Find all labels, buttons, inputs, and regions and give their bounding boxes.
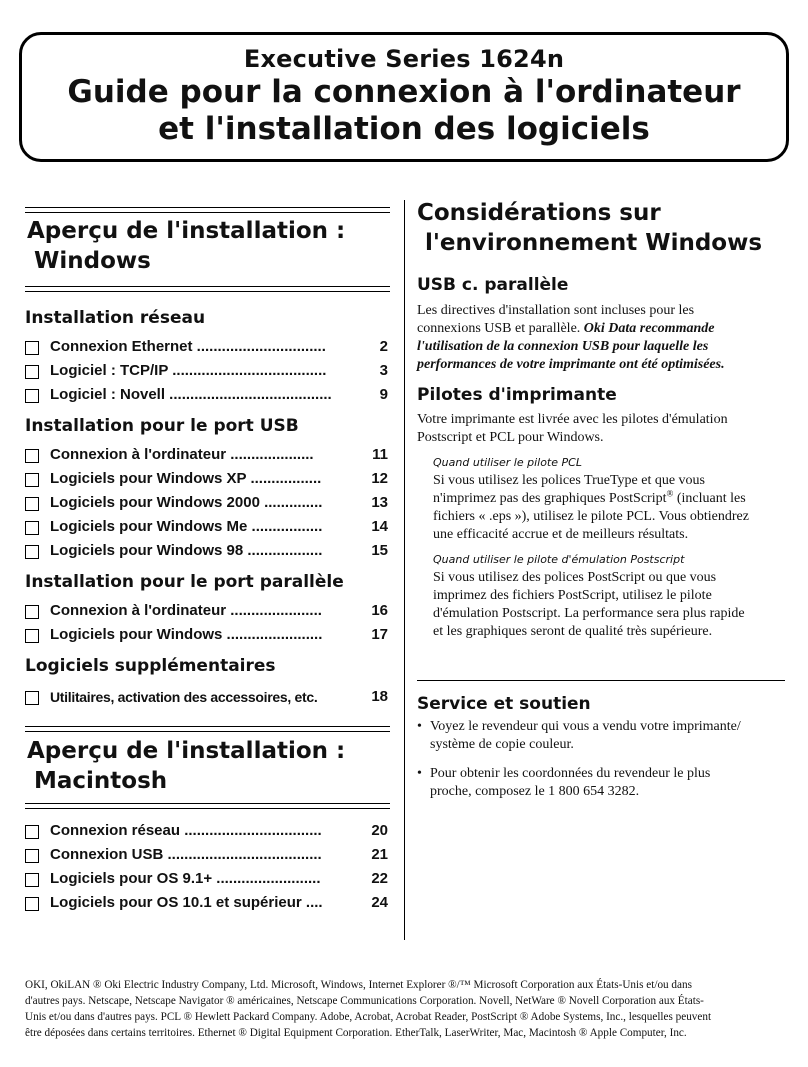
service-bullet-1: • Voyez le revendeur qui vous a vendu votre imprimante/ système de copie couleur. <box>417 719 741 752</box>
windows-considerations-title: Considérations sur l'environnement Windows <box>417 200 763 256</box>
postscript-driver-heading: Quand utiliser le pilote d'émulation Postscript <box>433 553 685 566</box>
pcl-driver-heading: Quand utiliser le pilote PCL <box>433 456 582 469</box>
printer-drivers-text: Votre imprimante est livrée avec les pilotes d'émulation Postscript et PCL pour Windows. <box>417 412 728 445</box>
network-heading: Installation réseau <box>25 308 206 328</box>
column-divider <box>404 200 405 940</box>
checkbox[interactable] <box>25 849 39 863</box>
checkbox[interactable] <box>25 629 39 643</box>
checkbox[interactable] <box>25 497 39 511</box>
checkbox[interactable] <box>25 521 39 535</box>
usb-vs-parallel-text: Les directives d'installation sont incluses pour les connexions USB et parallèle. Oki Data recommande l'utilisation de la connexion USB pour laquelle les performances de votre imprimante ont été optimisées. <box>417 303 725 372</box>
checkbox[interactable] <box>25 473 39 487</box>
windows-section-rule <box>25 207 390 213</box>
toc-item-win98[interactable]: Logiciels pour Windows 98 .................. 15 <box>25 540 388 562</box>
extra-software-heading: Logiciels supplémentaires <box>25 656 276 676</box>
service-bullet-2: • Pour obtenir les coordonnées du revendeur le plus proche, composez le 1 800 654 3282. <box>417 766 711 799</box>
postscript-driver-text: Si vous utilisez des polices PostScript ou que vous imprimez des fichiers PostScript, utilisez le pilote d'émulation Postscript. La performance sera plus rapide et les graphiques seront de qualité très supérieure. <box>433 570 745 639</box>
toc-item-parallel-windows[interactable]: Logiciels pour Windows ....................... 17 <box>25 624 388 646</box>
mac-section-rule-bottom <box>25 803 390 809</box>
checkbox[interactable] <box>25 691 39 705</box>
toc-item-winme[interactable]: Logiciels pour Windows Me ................. 14 <box>25 516 388 538</box>
toc-item-tcpip[interactable]: Logiciel : TCP/IP ..................................... 3 <box>25 360 388 382</box>
windows-overview-title: Aperçu de l'installation : Windows <box>27 218 346 274</box>
toc-item-mac-os9[interactable]: Logiciels pour OS 9.1+ ......................... 22 <box>25 868 388 890</box>
toc-item-winxp[interactable]: Logiciels pour Windows XP ................. 12 <box>25 468 388 490</box>
usb-heading: Installation pour le port USB <box>25 416 299 436</box>
toc-item-ethernet[interactable]: Connexion Ethernet ............................... 2 <box>25 336 388 358</box>
checkbox[interactable] <box>25 389 39 403</box>
parallel-heading: Installation pour le port parallèle <box>25 572 344 592</box>
toc-item-mac-network[interactable]: Connexion réseau ................................. 20 <box>25 820 388 842</box>
product-name: Executive Series 1624n <box>243 45 565 73</box>
toc-item-novell[interactable]: Logiciel : Novell ....................................... 9 <box>25 384 388 406</box>
checkbox[interactable] <box>25 449 39 463</box>
checkbox[interactable] <box>25 825 39 839</box>
checkbox[interactable] <box>25 873 39 887</box>
printer-drivers-heading: Pilotes d'imprimante <box>417 385 617 405</box>
trademark-footer: OKI, OkiLAN ® Oki Electric Industry Company, Ltd. Microsoft, Windows, Internet Explorer ®/™ Microsoft Corporation aux États-Unis et/ou dans d'autres pays. Netscape, Netscape Navigator ® américaines, Netscape Communications Corporation. Novell, NetWare ® Novell Corporation aux États- Unis et/ou dans d'autres pays. PCL ® Hewlett Packard Company. Adobe, Acrobat, Acrobat Reader, PostScript ® Adobe Systems, Inc., lesquelles peuvent être déposées dans certains territoires. Ethernet ® Digital Equipment Corporation. EtherTalk, LaserWriter, Mac, Macintosh ® Apple Computer, Inc. <box>25 979 712 1039</box>
toc-item-usb-connection[interactable]: Connexion à l'ordinateur .................... 11 <box>25 444 388 466</box>
service-rule <box>417 680 785 681</box>
toc-item-mac-os10[interactable]: Logiciels pour OS 10.1 et supérieur .... 24 <box>25 892 388 914</box>
toc-item-utilities[interactable]: Utilitaires, activation des accessoires, etc. 18 <box>25 686 388 708</box>
checkbox[interactable] <box>25 897 39 911</box>
checkbox[interactable] <box>25 545 39 559</box>
mac-overview-title: Aperçu de l'installation : Macintosh <box>27 738 346 794</box>
guide-title-line2: et l'installation des logiciels <box>158 111 650 147</box>
checkbox[interactable] <box>25 365 39 379</box>
pcl-driver-text: Si vous utilisez les polices TrueType et que vous n'imprimez pas des graphiques PostScript® (incluant les fichiers « .eps »), utilisez le pilote PCL. Vous obtiendrez une efficacité accrue et de meilleurs résultats. <box>433 473 749 542</box>
windows-section-rule-bottom <box>25 286 390 292</box>
usb-vs-parallel-heading: USB c. parallèle <box>417 275 569 295</box>
checkbox[interactable] <box>25 341 39 355</box>
toc-item-win2000[interactable]: Logiciels pour Windows 2000 .............. 13 <box>25 492 388 514</box>
checkbox[interactable] <box>25 605 39 619</box>
title-box <box>19 32 789 162</box>
guide-title-line1: Guide pour la connexion à l'ordinateur <box>67 74 741 110</box>
toc-item-mac-usb[interactable]: Connexion USB ..................................... 21 <box>25 844 388 866</box>
toc-item-parallel-connection[interactable]: Connexion à l'ordinateur ...................... 16 <box>25 600 388 622</box>
mac-section-rule <box>25 726 390 732</box>
service-support-heading: Service et soutien <box>417 694 591 714</box>
